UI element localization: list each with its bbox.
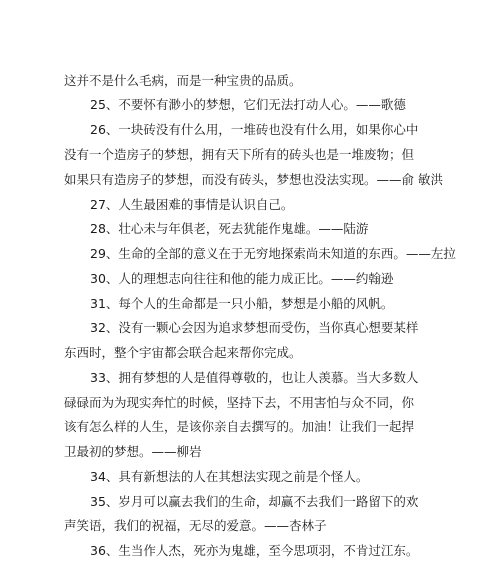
text-line-20: 36、生当作人杰，死亦为鬼雄，至今思项羽，不肯过江东。 — [90, 543, 419, 558]
text-line-15: 该有怎么样的人生，是该你亲自去撰写的。加油！让我们一起捍 — [64, 419, 415, 434]
text-line-6: 27、人生最困难的事情是认识自己。 — [90, 197, 294, 212]
text-line-1: 这并不是什么毛病，而是一种宝贵的品质。 — [64, 73, 302, 88]
text-line-19: 声笑语，我们的祝福，无尽的爱意。——杏林子 — [64, 518, 327, 533]
text-line-17: 34、具有新想法的人在其想法实现之前是个怪人。 — [90, 469, 369, 484]
text-line-8: 29、生命的全部的意义在于无穷地探索尚未知道的东西。——左拉 — [90, 246, 456, 261]
text-line-3: 26、一块砖没有什么用，一堆砖也没有什么用，如果你心中 — [90, 122, 419, 137]
text-line-12: 东西时，整个宇宙都会联合起来帮你完成。 — [64, 345, 302, 360]
text-line-13: 33、拥有梦想的人是值得尊敬的，也让人羡慕。当大多数人 — [90, 370, 419, 385]
text-line-10: 31、每个人的生命都是一只小船，梦想是小船的风帆。 — [90, 296, 394, 311]
text-line-11: 32、没有一颗心会因为追求梦想而受伤，当你真心想要某样 — [90, 320, 419, 335]
text-line-9: 30、人的理想志向往往和他的能力成正比。——约翰逊 — [90, 271, 394, 286]
text-line-2: 25、不要怀有渺小的梦想，它们无法打动人心。——歌德 — [90, 97, 406, 112]
text-line-16: 卫最初的梦想。——柳岩 — [64, 444, 202, 459]
text-line-7: 28、壮心未与年俱老，死去犹能作鬼雄。——陆游 — [90, 221, 369, 236]
text-line-18: 35、岁月可以赢去我们的生命，却赢不去我们一路留下的欢 — [90, 494, 419, 509]
text-line-5: 如果只有造房子的梦想，而没有砖头，梦想也没法实现。——俞 敏洪 — [64, 172, 443, 187]
text-line-4: 没有一个造房子的梦想，拥有天下所有的砖头也是一堆废物；但 — [64, 147, 415, 162]
text-line-14: 碌碌而为为现实奔忙的时候，坚持下去，不用害怕与众不同，你 — [64, 395, 415, 410]
